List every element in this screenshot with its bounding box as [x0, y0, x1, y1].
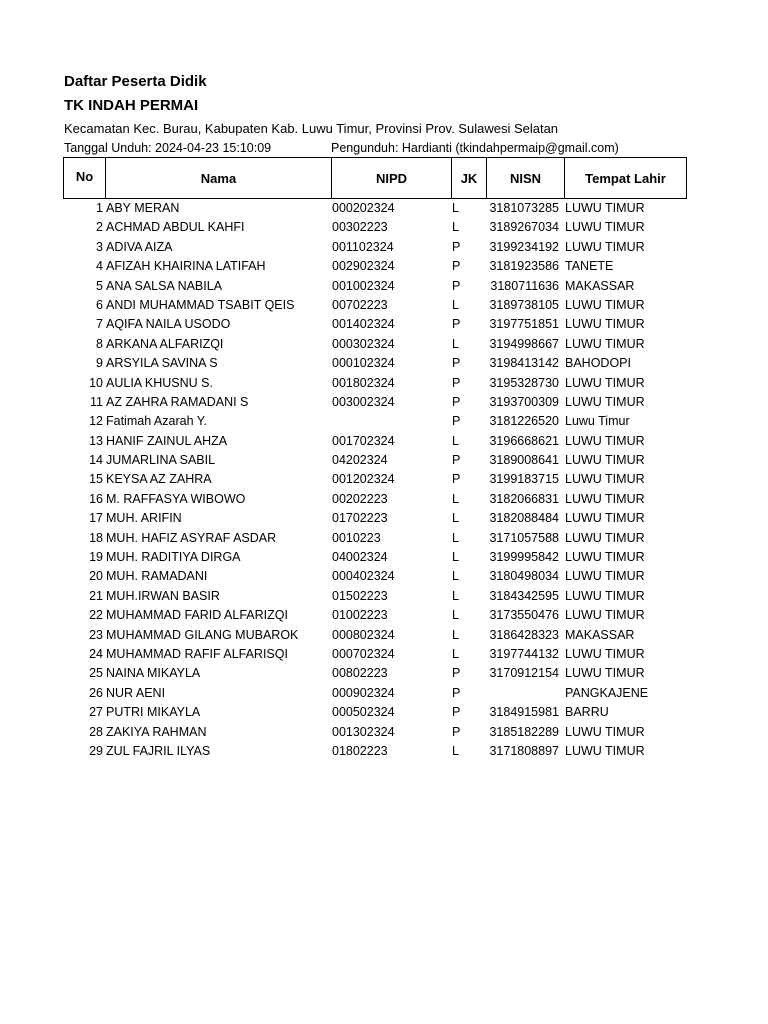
column-header-tempat-lahir: Tempat Lahir — [564, 158, 686, 198]
student-birthplace: LUWU TIMUR — [565, 550, 645, 565]
student-birthplace: LUWU TIMUR — [565, 220, 645, 235]
student-birthplace: LUWU TIMUR — [565, 646, 645, 661]
student-gender: P — [452, 724, 461, 739]
student-gender: L — [452, 297, 459, 312]
document-title: Daftar Peserta Didik — [64, 73, 207, 90]
student-nisn: 3181226520 — [489, 414, 559, 429]
downloader-info: Pengunduh: Hardianti (tkindahpermaip@gmail.com) — [331, 141, 619, 155]
student-birthplace: Luwu Timur — [565, 414, 630, 429]
student-nisn: 3189267034 — [489, 220, 559, 235]
table-row — [63, 200, 687, 219]
student-nipd: 01802223 — [332, 743, 388, 758]
student-nipd: 04002324 — [332, 550, 388, 565]
row-number: 17 — [89, 511, 103, 526]
row-number: 10 — [89, 375, 103, 390]
table-row — [63, 278, 687, 297]
student-name: ARKANA ALFARIZQI — [106, 336, 224, 351]
student-nisn: 3181923586 — [489, 259, 559, 274]
student-gender: P — [452, 394, 461, 409]
table-row — [63, 627, 687, 646]
student-birthplace: LUWU TIMUR — [565, 336, 645, 351]
student-birthplace: LUWU TIMUR — [565, 201, 645, 215]
student-gender: P — [452, 472, 461, 487]
student-birthplace: MAKASSAR — [565, 278, 635, 293]
student-birthplace: LUWU TIMUR — [565, 530, 645, 545]
student-name: ACHMAD ABDUL KAHFI — [106, 220, 245, 235]
column-header-jk: JK — [451, 158, 486, 198]
student-nisn: 3193700309 — [489, 394, 559, 409]
student-name: ADIVA AIZA — [106, 239, 173, 254]
row-number: 21 — [89, 588, 103, 603]
table-row — [63, 607, 687, 626]
table-row — [63, 433, 687, 452]
student-gender: L — [452, 743, 459, 758]
student-nipd: 00302223 — [332, 220, 388, 235]
student-gender: L — [452, 336, 459, 351]
student-name: AQIFA NAILA USODO — [106, 317, 231, 332]
student-name: MUH. RADITIYA DIRGA — [106, 550, 241, 565]
student-nisn: 3199995842 — [489, 550, 559, 565]
student-gender: P — [452, 685, 461, 700]
table-row — [63, 471, 687, 490]
student-nipd: 000702324 — [332, 646, 395, 661]
table-row — [63, 743, 687, 762]
student-gender: L — [452, 627, 459, 642]
table-row — [63, 452, 687, 471]
student-nipd: 00802223 — [332, 666, 388, 681]
student-birthplace: PANGKAJENE — [565, 685, 649, 700]
student-nipd: 000302324 — [332, 336, 395, 351]
student-birthplace: LUWU TIMUR — [565, 569, 645, 584]
student-birthplace: LUWU TIMUR — [565, 666, 645, 681]
row-number: 27 — [89, 705, 103, 720]
table-row — [63, 646, 687, 665]
student-nisn: 3184342595 — [489, 588, 559, 603]
student-birthplace: LUWU TIMUR — [565, 743, 645, 758]
student-name: ZAKIYA RAHMAN — [106, 724, 207, 739]
row-number: 1 — [96, 201, 103, 215]
student-name: Fatimah Azarah Y. — [106, 414, 207, 429]
student-gender: L — [452, 588, 459, 603]
student-name: KEYSA AZ ZAHRA — [106, 472, 212, 487]
table-row — [63, 568, 687, 587]
student-nipd: 01502223 — [332, 588, 388, 603]
student-table-body — [63, 200, 687, 762]
row-number: 26 — [89, 685, 103, 700]
table-row — [63, 219, 687, 238]
student-nisn: 3182066831 — [489, 491, 559, 506]
student-name: ZUL FAJRIL ILYAS — [106, 743, 211, 758]
student-nisn: 3197744132 — [489, 646, 559, 661]
row-number: 12 — [89, 414, 103, 429]
table-row — [63, 413, 687, 432]
row-number: 4 — [96, 259, 103, 274]
student-birthplace: LUWU TIMUR — [565, 511, 645, 526]
table-row — [63, 491, 687, 510]
student-name: MUH. RAMADANI — [106, 569, 208, 584]
row-number: 3 — [96, 239, 103, 254]
student-gender: P — [452, 666, 461, 681]
student-name: ANDI MUHAMMAD TSABIT QEIS — [106, 297, 295, 312]
student-nipd: 000802324 — [332, 627, 395, 642]
row-number: 16 — [89, 491, 103, 506]
student-birthplace: BAHODOPI — [565, 356, 631, 371]
student-nisn: 3185182289 — [489, 724, 559, 739]
table-row — [63, 394, 687, 413]
student-nisn: 3186428323 — [489, 627, 559, 642]
student-name: MUHAMMAD FARID ALFARIZQI — [106, 608, 288, 623]
student-nisn: 3184915981 — [489, 705, 559, 720]
row-number: 14 — [89, 453, 103, 468]
row-number: 5 — [96, 278, 103, 293]
student-nipd: 000202324 — [332, 201, 395, 215]
student-nisn: 3199234192 — [489, 239, 559, 254]
student-name: MUHAMMAD RAFIF ALFARISQI — [106, 646, 288, 661]
student-name: NAINA MIKAYLA — [106, 666, 201, 681]
student-birthplace: TANETE — [565, 259, 614, 274]
row-number: 19 — [89, 550, 103, 565]
row-number: 6 — [96, 297, 103, 312]
row-number: 25 — [89, 666, 103, 681]
student-gender: P — [452, 356, 461, 371]
column-header-no: No — [75, 169, 94, 184]
student-birthplace: LUWU TIMUR — [565, 724, 645, 739]
table-row — [63, 510, 687, 529]
row-number: 7 — [96, 317, 103, 332]
table-row — [63, 685, 687, 704]
student-gender: P — [452, 278, 461, 293]
row-number: 29 — [89, 743, 103, 758]
student-gender: L — [452, 491, 459, 506]
student-gender: L — [452, 646, 459, 661]
table-row — [63, 549, 687, 568]
student-nipd: 001002324 — [332, 278, 395, 293]
row-number: 22 — [89, 608, 103, 623]
student-nipd: 01002223 — [332, 608, 388, 623]
student-name: ARSYILA SAVINA S — [106, 356, 218, 371]
student-name: M. RAFFASYA WIBOWO — [106, 491, 246, 506]
student-nipd: 00702223 — [332, 297, 388, 312]
table-row — [63, 258, 687, 277]
student-nipd: 001202324 — [332, 472, 395, 487]
student-nisn: 3171808897 — [489, 743, 559, 758]
row-number: 24 — [89, 646, 103, 661]
student-nipd: 002902324 — [332, 259, 395, 274]
student-nipd: 001102324 — [332, 239, 394, 254]
student-nisn: 3180711636 — [490, 278, 559, 293]
column-header-nama: Nama — [105, 158, 331, 198]
student-nisn: 3181073285 — [489, 201, 559, 215]
school-location: Kecamatan Kec. Burau, Kabupaten Kab. Luwu Timur, Provinsi Prov. Sulawesi Selatan — [64, 121, 559, 136]
student-nipd: 001302324 — [332, 724, 395, 739]
student-birthplace: LUWU TIMUR — [565, 608, 645, 623]
student-nisn: 3189008641 — [489, 453, 559, 468]
student-gender: L — [452, 201, 459, 215]
table-row — [63, 316, 687, 335]
student-name: PUTRI MIKAYLA — [106, 705, 201, 720]
student-gender: L — [452, 220, 459, 235]
student-nisn: 3196668621 — [489, 433, 559, 448]
student-name: HANIF ZAINUL AHZA — [106, 433, 228, 448]
student-birthplace: LUWU TIMUR — [565, 297, 645, 312]
table-row — [63, 239, 687, 258]
student-gender: P — [452, 414, 461, 429]
table-row — [63, 336, 687, 355]
download-date: Tanggal Unduh: 2024-04-23 15:10:09 — [64, 141, 272, 155]
student-gender: L — [452, 550, 459, 565]
row-number: 13 — [89, 433, 103, 448]
table-row — [63, 724, 687, 743]
student-name: MUH. ARIFIN — [106, 511, 182, 526]
row-number: 18 — [89, 530, 103, 545]
student-nipd: 003002324 — [332, 394, 395, 409]
student-gender: P — [452, 317, 461, 332]
student-nipd: 000902324 — [332, 685, 395, 700]
table-header — [63, 157, 687, 199]
column-header-nisn: NISN — [486, 158, 564, 198]
table-row — [63, 355, 687, 374]
student-nipd: 0010223 — [332, 530, 381, 545]
student-nipd: 04202324 — [332, 453, 388, 468]
row-number: 20 — [89, 569, 103, 584]
table-row — [63, 588, 687, 607]
student-birthplace: LUWU TIMUR — [565, 472, 645, 487]
student-nipd: 00202223 — [332, 491, 388, 506]
student-name: AFIZAH KHAIRINA LATIFAH — [106, 259, 266, 274]
student-nisn: 3195328730 — [489, 375, 559, 390]
student-nisn: 3189738105 — [489, 297, 559, 312]
student-nisn: 3194998667 — [489, 336, 559, 351]
student-birthplace: BARRU — [565, 705, 609, 720]
student-nipd: 000102324 — [332, 356, 395, 371]
student-name: ANA SALSA NABILA — [106, 278, 223, 293]
student-name: AULIA KHUSNU S. — [106, 375, 213, 390]
student-birthplace: LUWU TIMUR — [565, 433, 645, 448]
student-gender: P — [452, 375, 461, 390]
student-nipd: 001402324 — [332, 317, 395, 332]
student-nisn: 3199183715 — [489, 472, 559, 487]
student-birthplace: LUWU TIMUR — [565, 394, 645, 409]
row-number: 9 — [96, 356, 103, 371]
student-nipd: 01702223 — [332, 511, 388, 526]
row-number: 8 — [96, 336, 103, 351]
row-number: 11 — [90, 394, 103, 409]
student-birthplace: LUWU TIMUR — [565, 453, 645, 468]
student-name: MUH. HAFIZ ASYRAF ASDAR — [106, 530, 277, 545]
student-gender: P — [452, 239, 461, 254]
student-nipd: 001802324 — [332, 375, 395, 390]
student-name: MUH.IRWAN BASIR — [106, 588, 220, 603]
student-gender: L — [452, 608, 459, 623]
student-nipd: 000402324 — [332, 569, 395, 584]
student-nisn: 3180498034 — [489, 569, 559, 584]
row-number: 23 — [89, 627, 103, 642]
table-row — [63, 704, 687, 723]
table-row — [63, 665, 687, 684]
row-number: 15 — [89, 472, 103, 487]
student-birthplace: MAKASSAR — [565, 627, 635, 642]
student-gender: P — [452, 705, 461, 720]
row-number: 28 — [89, 724, 103, 739]
student-gender: L — [452, 569, 459, 584]
student-gender: P — [452, 259, 461, 274]
student-name: MUHAMMAD GILANG MUBAROK — [106, 627, 299, 642]
student-nisn: 3171057588 — [489, 530, 559, 545]
student-birthplace: LUWU TIMUR — [565, 491, 645, 506]
table-row — [63, 297, 687, 316]
table-row — [63, 530, 687, 549]
table-row — [63, 375, 687, 394]
student-name: ABY MERAN — [106, 201, 180, 215]
student-birthplace: LUWU TIMUR — [565, 588, 645, 603]
school-name: TK INDAH PERMAI — [64, 97, 199, 114]
student-birthplace: LUWU TIMUR — [565, 239, 645, 254]
column-header-nipd: NIPD — [331, 158, 451, 198]
student-nisn: 3198413142 — [489, 356, 559, 371]
student-nipd: 000502324 — [332, 705, 395, 720]
student-gender: L — [452, 511, 459, 526]
student-name: JUMARLINA SABIL — [106, 453, 216, 468]
student-gender: L — [452, 530, 459, 545]
student-nisn: 3173550476 — [489, 608, 559, 623]
student-birthplace: LUWU TIMUR — [565, 375, 645, 390]
student-name: NUR AENI — [106, 685, 166, 700]
student-nisn: 3197751851 — [489, 317, 559, 332]
student-nisn: 3182088484 — [489, 511, 559, 526]
student-nisn: 3170912154 — [489, 666, 559, 681]
row-number: 2 — [96, 220, 103, 235]
student-nipd: 001702324 — [332, 433, 395, 448]
student-gender: L — [452, 433, 459, 448]
student-birthplace: LUWU TIMUR — [565, 317, 645, 332]
student-gender: P — [452, 453, 461, 468]
student-name: AZ ZAHRA RAMADANI S — [106, 394, 249, 409]
